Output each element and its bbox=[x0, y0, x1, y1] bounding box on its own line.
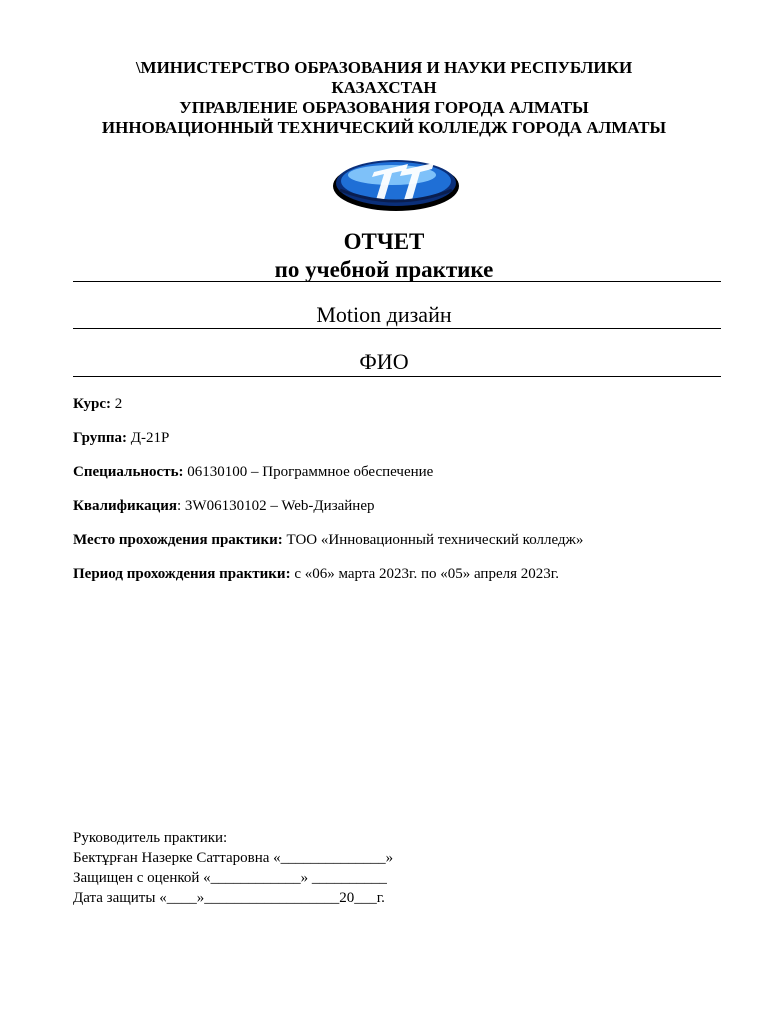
field-value: Д-21Р bbox=[127, 430, 170, 446]
field-value: с «06» марта 2023г. по «05» апреля 2023г. bbox=[290, 566, 559, 582]
subject-title: Motion дизайн bbox=[316, 302, 452, 327]
field-qualification bbox=[73, 497, 374, 515]
report-subtitle: по учебной практике bbox=[274, 257, 494, 282]
field-label: Специальность: bbox=[73, 464, 184, 480]
fio-placeholder: ФИО bbox=[359, 349, 409, 374]
supervisor-name: Бектұрған Назерке Саттаровна «______________» bbox=[73, 850, 394, 866]
field-practice-period bbox=[73, 565, 559, 583]
field-value: 2 bbox=[111, 396, 123, 412]
rule-2 bbox=[73, 328, 721, 329]
header-line-college: ИННОВАЦИОННЫЙ ТЕХНИЧЕСКИЙ КОЛЛЕДЖ ГОРОДА АЛМАТЫ bbox=[101, 118, 667, 137]
field-value: 06130100 – Программное обеспечение bbox=[183, 464, 434, 480]
field-label: Период прохождения практики: bbox=[73, 566, 291, 582]
defense-date: Дата защиты «____»__________________20___г. bbox=[73, 890, 385, 906]
rule-1 bbox=[73, 281, 721, 282]
field-label: Курс: bbox=[73, 396, 111, 412]
defended-grade: Защищен с оценкой «____________» __________ bbox=[73, 870, 387, 886]
college-logo-icon bbox=[330, 150, 462, 214]
report-title: ОТЧЕТ bbox=[343, 229, 425, 254]
field-value: ТОО «Инновационный технический колледж» bbox=[282, 532, 584, 548]
header-line-department: УПРАВЛЕНИЕ ОБРАЗОВАНИЯ ГОРОДА АЛМАТЫ bbox=[179, 98, 589, 117]
header-line-country: КАЗАХСТАН bbox=[331, 78, 437, 97]
field-value: : 3W06130102 – Web-Дизайнер bbox=[177, 498, 375, 514]
field-practice-place bbox=[73, 531, 583, 549]
header-line-ministry: \МИНИСТЕРСТВО ОБРАЗОВАНИЯ И НАУКИ РЕСПУБЛИКИ bbox=[135, 58, 633, 77]
rule-3 bbox=[73, 376, 721, 377]
supervisor-label: Руководитель практики: bbox=[73, 830, 228, 846]
field-label: Группа: bbox=[73, 430, 128, 446]
field-course bbox=[73, 395, 122, 413]
field-label: Квалификация bbox=[73, 498, 178, 514]
field-label: Место прохождения практики: bbox=[73, 532, 283, 548]
field-group bbox=[73, 429, 169, 447]
field-specialty bbox=[73, 463, 433, 481]
